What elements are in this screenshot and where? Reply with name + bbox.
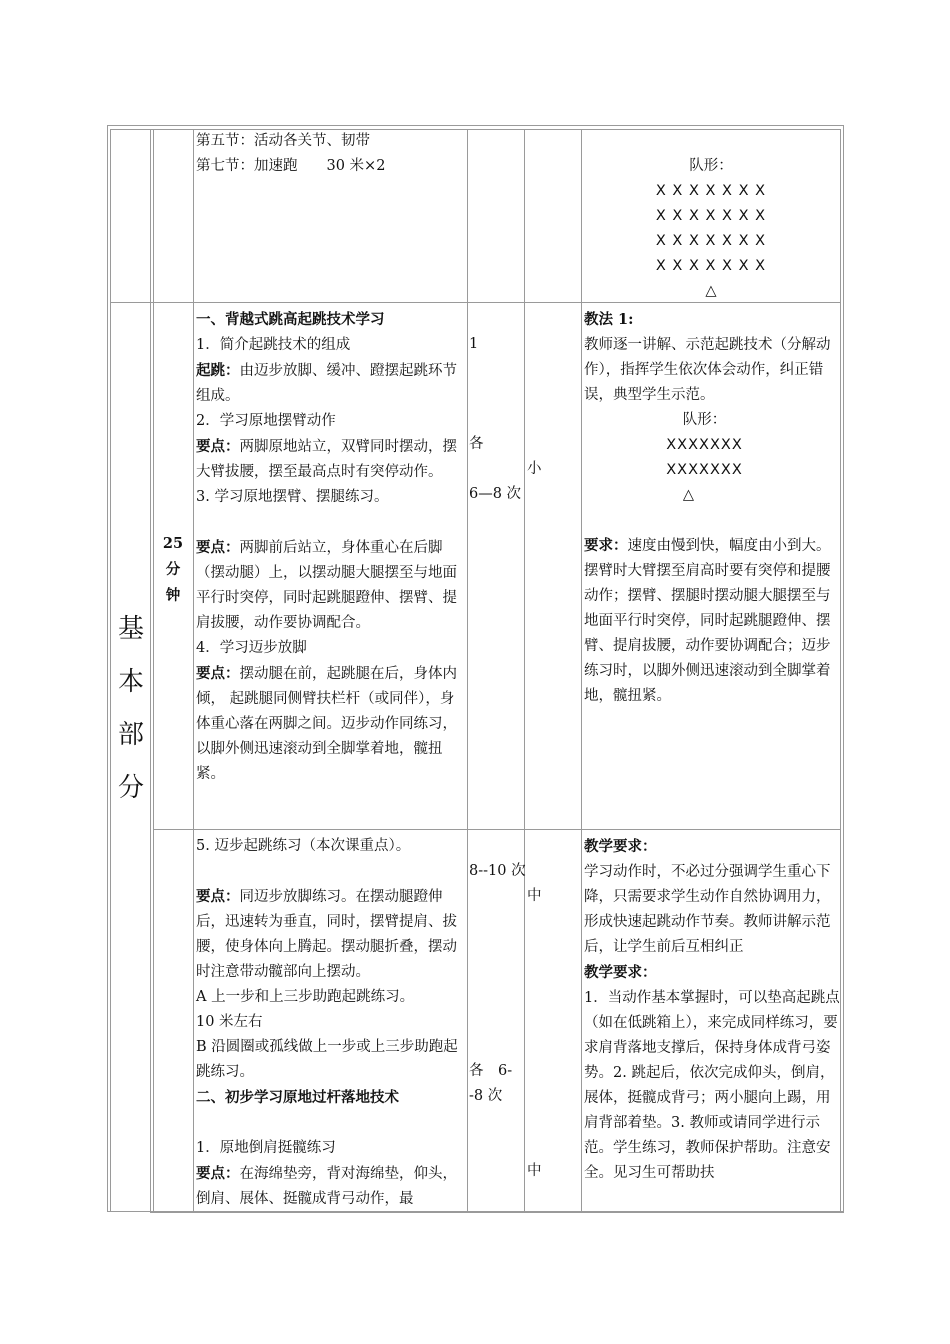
point-label: 要点：: [196, 438, 240, 455]
row1-line-1: 第五节：活动各关节、韧带: [196, 133, 370, 149]
time-label: [160, 531, 186, 609]
method-label: 教法 1:: [584, 311, 634, 328]
requirement-label: 教学要求：: [584, 838, 657, 855]
row-divider: [153, 829, 840, 830]
point-label: 要点：: [196, 665, 240, 682]
row3-requirement-cell: [584, 834, 841, 1186]
row1-line-2: 第七节：加速跑 30 米×2: [196, 158, 386, 174]
takeoff-label: 起跳：: [196, 362, 240, 379]
formation-row: X X X X X X X: [655, 233, 767, 249]
time-unit: 钟: [165, 587, 181, 604]
formation-row: X X X X X X X: [655, 258, 767, 274]
row3-item-b: B 沿圆圈或孤线做上一步或上三步助跑起跳练习。: [196, 1039, 458, 1080]
row2-count-2a: 各: [469, 436, 484, 452]
page-bottom-margin: [0, 1214, 950, 1344]
row2-count-1: 1: [469, 336, 479, 352]
formation-row: XXXXXXX: [666, 462, 743, 478]
row2-item-4: 4．学习迈步放脚: [196, 640, 307, 656]
row2-item-3: 3. 学习原地摆臂、摆腿练习。: [196, 489, 389, 505]
point-label: 要点：: [196, 1165, 240, 1182]
row2-count-2b: 6—8 次: [469, 486, 522, 502]
row2-intensity: 小: [527, 461, 542, 477]
time-value: 25: [162, 535, 184, 552]
row2-item-2: 2．学习原地摆臂动作: [196, 413, 336, 429]
point-label: 要点：: [196, 539, 240, 556]
column-divider: [581, 129, 582, 1212]
point-text: 同迈步放脚练习。在摆动腿蹬伸后，迅速转为垂直，同时，摆臂提肩、拔腰，使身体向上腾起。摆动腿折叠，摆动时注意带动髋部向上摆动。: [196, 889, 457, 980]
row3-distance: 10 米左右: [196, 1014, 263, 1030]
row2-method-cell: [584, 307, 841, 709]
row3-sub-1: 1．原地倒肩挺髋练习: [196, 1140, 336, 1156]
column-divider: [110, 129, 111, 1212]
formation-title: 队形：: [682, 412, 727, 428]
requirement-text: 1．当动作基本掌握时，可以垫高起跳点（如在低跳箱上），来完成同样练习，要求肩背落地支撑后，保持身体成背弓姿势。2. 跳起后，依次完成仰头，倒肩，展体，挺髋成背弓；两小腿向上踢，用肩背部着垫。3. 教师或请同学进行示范。学生练习，教师保护帮助。注意安全。见习生可帮助扶: [584, 990, 840, 1181]
column-divider: [150, 129, 151, 1212]
row3-heading-2: 二、初步学习原地过杆落地技术: [196, 1089, 399, 1106]
takeoff-text: 由迈步放脚、缓冲、蹬摆起跳环节组成。: [196, 363, 457, 404]
column-divider: [524, 129, 525, 1212]
point-text: 在海绵垫旁，背对海绵垫，仰头，倒肩、展体、挺髋成背弓动作，最: [196, 1166, 457, 1207]
method-text: 教师逐一讲解、示范起跳技术（分解动作），指挥学生依次体会动作，纠正错误，典型学生示范。: [584, 337, 831, 403]
time-unit: 分: [165, 561, 181, 578]
row3-item-a: A 上一步和上三步助跑起跳练习。: [196, 989, 415, 1005]
row1-formation-cell: [631, 154, 791, 304]
section-label-char: 本: [117, 667, 144, 697]
row3-item-5: 5. 迈步起跳练习（本次课重点）。: [196, 838, 411, 854]
column-divider: [193, 129, 194, 1212]
row3-intensity-2: 中: [527, 1163, 542, 1179]
requirement-label: 教学要求：: [584, 964, 657, 981]
row2-item-1: 1．简介起跳技术的组成: [196, 337, 351, 353]
point-text: 两脚原地站立，双臂同时摆动，摆大臂拔腰，摆至最高点时有突停动作。: [196, 439, 457, 480]
section-label: [116, 603, 146, 815]
section-label-char: 基: [117, 614, 144, 644]
point-label: 要点：: [196, 888, 240, 905]
point-text: 两脚前后站立，身体重心在后脚（摆动腿）上，以摆动腿大腿摆至与地面平行时突停，同时起跳腿蹬伸、摆臂、提肩拔腰，动作要协调配合。: [196, 540, 457, 631]
row1-content-cell: [196, 129, 466, 179]
column-divider: [153, 129, 154, 1212]
formation-row: X X X X X X X: [655, 208, 767, 224]
bottom-border: [150, 1212, 844, 1213]
section-label-char: 部: [117, 720, 144, 750]
row2-content-cell: [196, 307, 468, 787]
requirement-label: 要求：: [584, 537, 628, 554]
row2-heading: 一、背越式跳高起跳技术学习: [196, 311, 385, 328]
row3-count-1: 8--10 次: [469, 863, 526, 879]
point-text: 摆动腿在前，起跳腿在后，身体内倾， 起跳腿同侧臂扶栏杆（或同伴），身体重心落在两脚之间。迈步动作同练习，以脚外侧迅速滚动到全脚掌着地，髋扭紧。: [196, 666, 457, 782]
teacher-mark: △: [682, 487, 695, 503]
row3-intensity-1: 中: [527, 888, 542, 904]
row3-content-cell: [196, 834, 468, 1212]
row3-count-2: 各 6--8 次: [469, 1063, 513, 1104]
section-label-char: 分: [117, 773, 144, 803]
teacher-mark: △: [705, 283, 717, 299]
requirement-text: 学习动作时，不必过分强调学生重心下降，只需要求学生动作自然协调用力，形成快速起跳动作节奏。教师讲解示范后，让学生前后互相纠正: [584, 864, 831, 955]
requirement-text: 速度由慢到快，幅度由小到大。摆臂时大臂摆至肩高时要有突停和提腰动作；摆臂、摆腿时摆动腿大腿摆至与地面平行时突停，同时起跳腿蹬伸、摆臂、提肩拔腰，动作要协调配合；迈步练习时，以脚外侧迅速滚动到全脚掌着地，髋扭紧。: [584, 538, 831, 704]
formation-row: X X X X X X X: [655, 183, 767, 199]
formation-row: XXXXXXX: [666, 437, 743, 453]
formation-title: 队形：: [689, 158, 733, 174]
